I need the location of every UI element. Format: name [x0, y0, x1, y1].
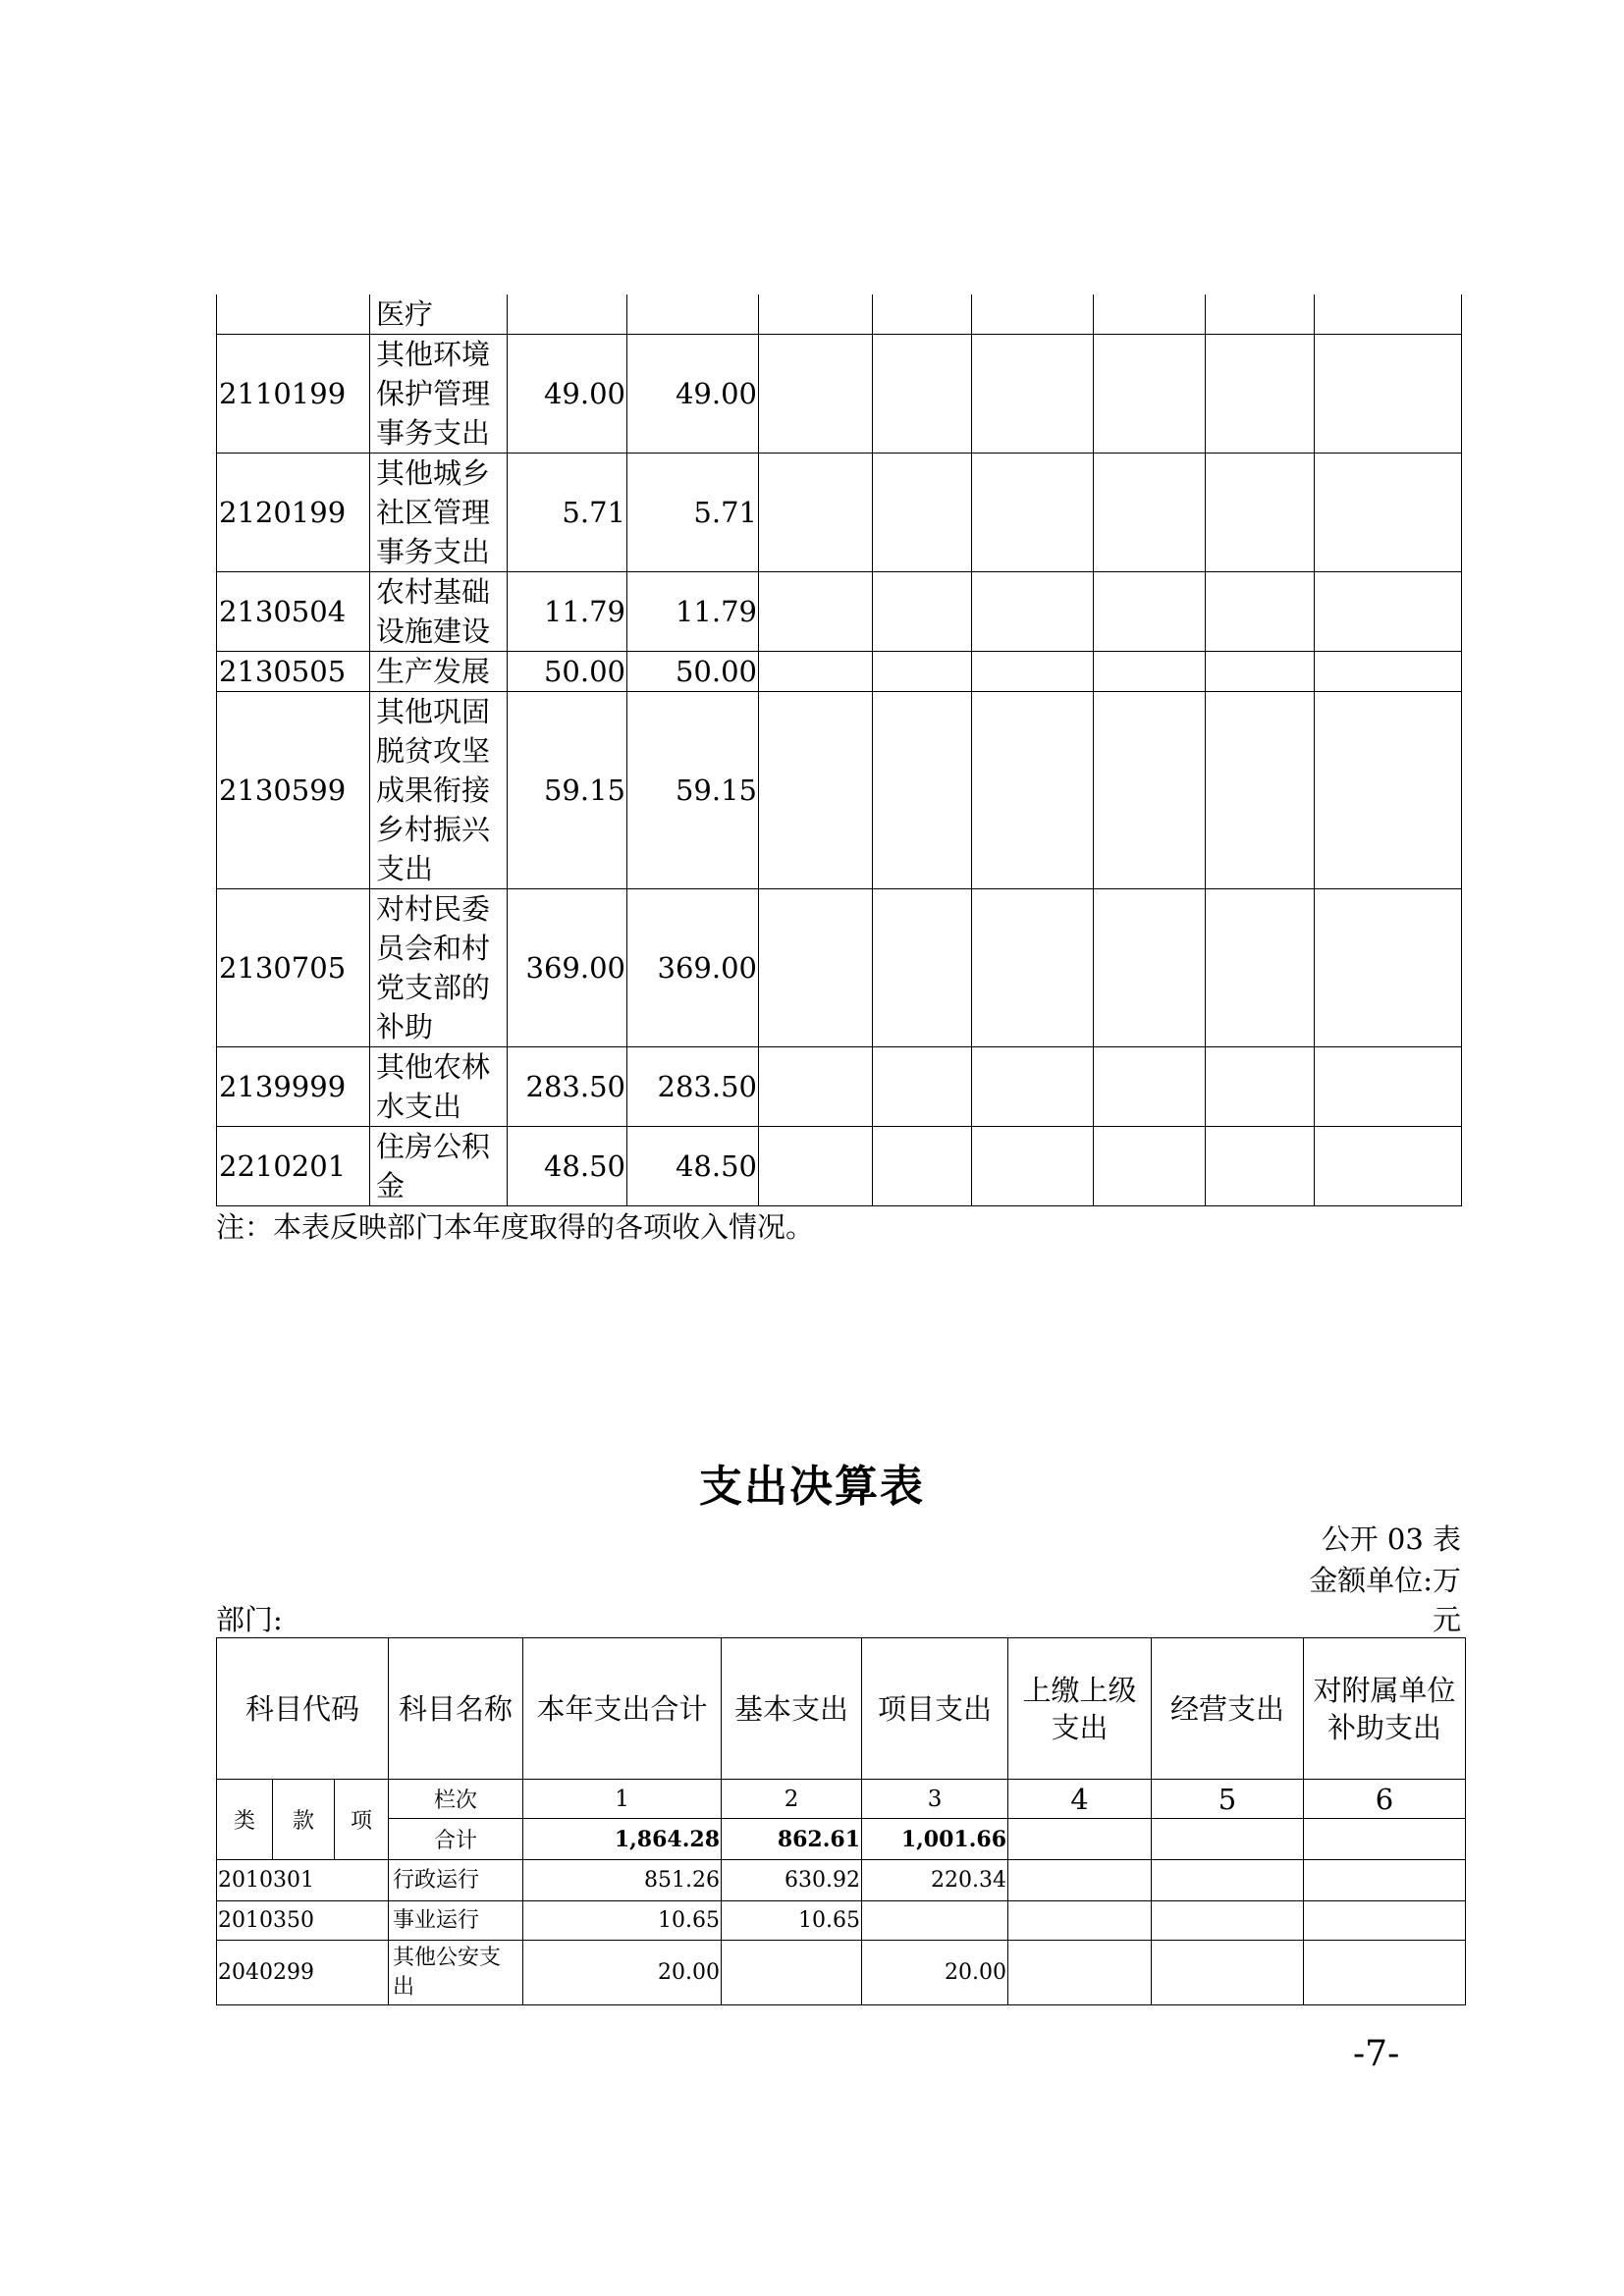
header-xiang: 项	[335, 1780, 389, 1860]
subject-code: 2010301	[217, 1860, 389, 1901]
amount-unit-line2: 元	[1432, 1603, 1461, 1636]
subject-code: 2210201	[217, 1127, 370, 1206]
total-amount: 1,864.28	[523, 1819, 722, 1860]
table-row	[217, 1047, 1462, 1127]
header-kuan: 款	[273, 1780, 335, 1860]
amount-fiscal: 50.00	[627, 652, 759, 692]
amount-fiscal: 369.00	[627, 889, 759, 1047]
header-row	[217, 1638, 1466, 1780]
subject-name: 其他农林 水支出	[370, 1047, 508, 1127]
subject-code: 2139999	[217, 1047, 370, 1127]
amount-project	[862, 1901, 1008, 1941]
form-number: 公开 03 表	[1321, 1522, 1461, 1556]
sum-label: 合计	[389, 1819, 523, 1860]
total-project: 1,001.66	[862, 1819, 1008, 1860]
amount-total: 10.65	[523, 1901, 722, 1941]
header-business: 经营支出	[1152, 1638, 1304, 1780]
table-row	[217, 335, 1462, 454]
column-number: 6	[1304, 1780, 1466, 1819]
amount-total: 5.71	[508, 454, 627, 572]
expenditure-table	[216, 1637, 1466, 2005]
column-number: 2	[722, 1780, 862, 1819]
table-row	[217, 454, 1462, 572]
header-lei: 类	[217, 1780, 273, 1860]
subject-name: 事业运行	[389, 1901, 523, 1941]
subject-code: 2130505	[217, 652, 370, 692]
header-project: 项目支出	[862, 1638, 1008, 1780]
amount-fiscal: 283.50	[627, 1047, 759, 1127]
header-total: 本年支出合计	[523, 1638, 722, 1780]
subject-code: 2120199	[217, 454, 370, 572]
amount-fiscal: 49.00	[627, 335, 759, 454]
amount-total: 20.00	[523, 1941, 722, 2005]
amount-total: 283.50	[508, 1047, 627, 1127]
amount-basic	[722, 1941, 862, 2005]
amount-basic: 630.92	[722, 1860, 862, 1901]
subject-name: 其他城乡 社区管理 事务支出	[370, 454, 508, 572]
amount-unit-line1: 金额单位:万	[1309, 1564, 1461, 1597]
table-row	[217, 889, 1462, 1047]
amount-fiscal: 11.79	[627, 572, 759, 652]
column-label: 栏次	[389, 1780, 523, 1819]
amount-project: 20.00	[862, 1941, 1008, 2005]
subject-name: 住房公积 金	[370, 1127, 508, 1206]
amount-basic: 10.65	[722, 1901, 862, 1941]
amount-total: 48.50	[508, 1127, 627, 1206]
amount-total: 851.26	[523, 1860, 722, 1901]
page-number: -7-	[1353, 2034, 1400, 2074]
table-row	[217, 1941, 1466, 2005]
table-row	[217, 1127, 1462, 1206]
totals-row	[217, 1819, 1466, 1860]
header-subject-code: 科目代码	[217, 1638, 389, 1780]
amount-project: 220.34	[862, 1860, 1008, 1901]
subject-name: 生产发展	[370, 652, 508, 692]
amount-total: 369.00	[508, 889, 627, 1047]
column-number: 5	[1152, 1780, 1304, 1819]
column-number: 4	[1008, 1780, 1152, 1819]
subject-code: 2040299	[217, 1941, 389, 2005]
subject-code: 2130705	[217, 889, 370, 1047]
subject-code: 2010350	[217, 1901, 389, 1941]
column-number: 3	[862, 1780, 1008, 1819]
amount-total: 50.00	[508, 652, 627, 692]
header-basic: 基本支出	[722, 1638, 862, 1780]
header-subject-name: 科目名称	[389, 1638, 523, 1780]
amount-total: 59.15	[508, 692, 627, 889]
subject-name: 其他环境 保护管理 事务支出	[370, 335, 508, 454]
table-row	[217, 572, 1462, 652]
subject-name: 医疗	[370, 294, 508, 335]
column-number: 1	[523, 1780, 722, 1819]
page-title: 支出决算表	[699, 1462, 925, 1512]
amount-fiscal: 48.50	[627, 1127, 759, 1206]
income-table-continued	[216, 294, 1462, 1206]
header-upper: 上缴上级 支出	[1008, 1638, 1152, 1780]
table-row	[217, 692, 1462, 889]
amount-total: 49.00	[508, 335, 627, 454]
total-basic: 862.61	[722, 1819, 862, 1860]
subject-code: 2130599	[217, 692, 370, 889]
amount-fiscal: 5.71	[627, 454, 759, 572]
department-label: 部门:	[216, 1603, 283, 1636]
amount-fiscal: 59.15	[627, 692, 759, 889]
subject-name: 农村基础 设施建设	[370, 572, 508, 652]
table-row	[217, 294, 1462, 335]
amount-total: 11.79	[508, 572, 627, 652]
column-number-row	[217, 1780, 1466, 1819]
subject-code: 2130504	[217, 572, 370, 652]
table-row	[217, 652, 1462, 692]
subject-code: 2110199	[217, 335, 370, 454]
table-row	[217, 1860, 1466, 1901]
subject-name: 其他公安支 出	[389, 1941, 523, 2005]
subject-name: 行政运行	[389, 1860, 523, 1901]
header-subsidiary: 对附属单位 补助支出	[1304, 1638, 1466, 1780]
subject-name: 其他巩固 脱贫攻坚 成果衔接 乡村振兴 支出	[370, 692, 508, 889]
subject-name: 对村民委 员会和村 党支部的 补助	[370, 889, 508, 1047]
table-note: 注：本表反映部门本年度取得的各项收入情况。	[216, 1210, 815, 1244]
table-row	[217, 1901, 1466, 1941]
